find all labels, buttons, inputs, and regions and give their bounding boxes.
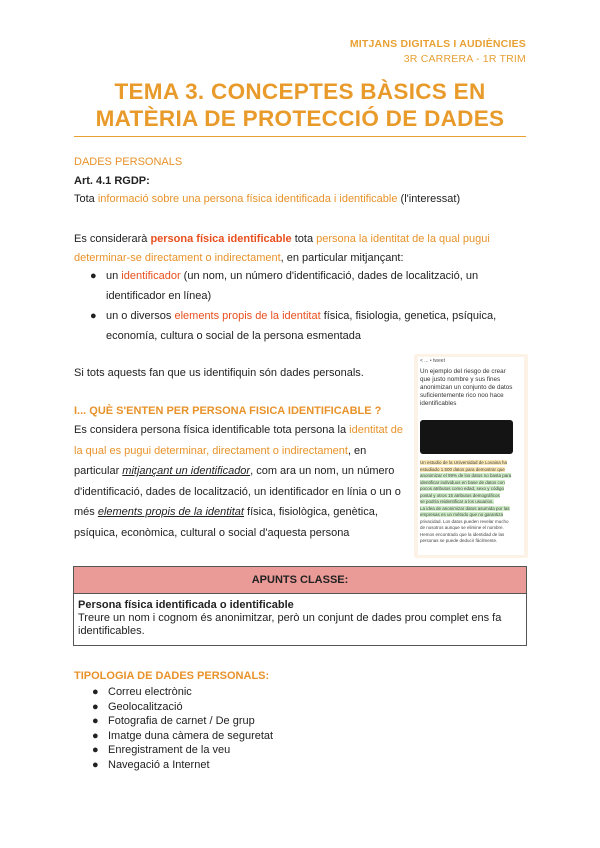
title-divider: [74, 136, 526, 137]
tweet-hl-line: identificar individuos en base de datos con: [420, 479, 505, 485]
section-heading-que-sentén: I... QUÈ S'ENTEN PER PERSONA FISICA IDENTIFICABLE ?: [74, 405, 382, 417]
tweet-black-image: [420, 420, 513, 454]
bullet-elements-propis: [90, 306, 526, 346]
apunts-text-line-1: Treure un nom i cognom és anonimitzar, però un conjunt de dades prou complet ens fa: [78, 612, 502, 624]
bullet-dot: ●: [90, 270, 97, 282]
bullet-2-line2: economía, cultura o social de la persona esmentada: [106, 330, 361, 342]
para2-pre: Es considerarà: [74, 233, 151, 245]
s2-l5-underline: elements propis de la identitat: [97, 506, 244, 518]
s2-l3-underline: mitjançant un identificador: [122, 465, 251, 477]
tweet-hl-line: pocos atributos como edad, sexo y código: [420, 486, 505, 491]
para2-highlight-2: determinar-se directament o indirectament: [74, 252, 281, 264]
para2-bold-highlight: persona física identificable: [150, 233, 292, 245]
summary-line: Si tots aquests fan que us identifiquin són dades personals.: [74, 367, 364, 379]
tweet-hl-line: estudiado 1.500 datos para demostrar que: [420, 466, 505, 472]
bullet-1-pre: un: [106, 270, 122, 282]
persona-identificable-para: [74, 232, 526, 266]
s2-l6: psíquica, econòmica, cultural o social d'aquesta persona: [74, 526, 350, 539]
tweet-header: < ... • tweet: [420, 358, 445, 364]
list-item: ● Enregistrament de la veu: [92, 744, 231, 757]
tweet-hl-line: La idea de anonimizar datos asumida por las: [420, 505, 510, 511]
tweet-hl-line: postal y otros 15 atributos demográficos: [420, 492, 500, 498]
tweet-text: Un ejemplo del riesgo de crear que justo nombre y sus fines anonimizan un conjunto de datos suficientemente rico noo hace identificables: [420, 368, 513, 407]
definition-pre: Tota: [74, 193, 98, 205]
tweet-hl-line: empresas es un método que no garantiza: [420, 512, 504, 517]
tweet-hl-line: Hemos encontrado que la identidad de las: [420, 531, 505, 537]
title-line-1: TEMA 3. CONCEPTES BÀSICS EN: [114, 79, 486, 104]
s2-l3-pre: particular: [74, 465, 123, 477]
list-item: ● Imatge duna càmera de seguretat: [92, 729, 274, 742]
bullet-1-highlight: identificador: [121, 270, 181, 282]
bullet-dot: ●: [90, 310, 97, 322]
apunts-text-line-2: identificables.: [78, 625, 145, 637]
apunts-classe-header: APUNTS CLASSE:: [74, 567, 526, 594]
tweet-hl-line: personas se puede deducir fácilmente.: [420, 538, 498, 543]
bullet-1-post: (un nom, un número d'identificació, dades de localització, un: [180, 270, 479, 282]
tweet-hl-line: anonimizar el 99% de los datos no basta para: [420, 473, 512, 478]
bullet-2-highlight: elements propis de la identitat: [174, 310, 321, 322]
para2-mid: tota: [291, 233, 317, 245]
apunts-classe-box: [73, 566, 527, 646]
s2-l4: d'identificació, dades de localització, un identificador en línia o un o: [74, 485, 401, 498]
bullet-identificador: [90, 266, 526, 306]
para2-highlight-1: persona la identitat de la qual pugui: [316, 233, 490, 245]
tweet-screenshot-image: [414, 354, 528, 558]
apunts-bold-title: Persona física identificada o identificable: [78, 599, 294, 611]
s2-l2-highlight: la qual es pugui determinar, directament o indirectament: [74, 444, 348, 457]
bullet-1-line2: identificador en línea): [106, 290, 212, 302]
s2-l3-post: , com ara un nom, un número: [250, 465, 395, 477]
section-heading-dades-personals: DADES PERSONALS: [74, 156, 183, 168]
title-line-2: MATÈRIA DE PROTECCIÓ DE DADES: [95, 106, 505, 131]
identificable-definition-para: [74, 420, 404, 543]
tweet-hl-line: de nosotros aunque se elimine el nombre.: [420, 525, 504, 530]
list-item: ● Fotografia de carnet / De grup: [92, 715, 255, 728]
tweet-hl-line: privacidad. Los datos pueden revelar mucho: [420, 518, 509, 524]
s2-l2-post: , en: [347, 444, 367, 457]
definition-line: [74, 192, 460, 207]
apunts-classe-body: [74, 594, 526, 643]
s2-l1-pre: Es considera persona física identificable tota persona la: [74, 424, 350, 436]
tweet-highlighted-article: [420, 460, 514, 544]
s2-l5-post: física, fisiològica, genètica,: [244, 506, 378, 518]
list-item: ● Correu electrònic: [92, 686, 192, 698]
section-heading-tipologia: TIPOLOGIA DE DADES PERSONALS:: [74, 670, 270, 682]
s2-l5-pre: més: [74, 506, 98, 518]
para2-post: , en particular mitjançant:: [280, 252, 404, 264]
tweet-hl-line: se podría reidentificar a los usuarios.: [420, 499, 494, 504]
page-title: [0, 78, 600, 132]
article-label: Art. 4.1 RGDP:: [74, 175, 150, 187]
s2-l1-highlight: identitat de: [349, 424, 403, 436]
bullet-2-post: física, fisiologia, genetica, psíquica,: [320, 310, 497, 322]
list-item: ● Navegació a Internet: [92, 758, 210, 771]
list-item: ● Geolocalització: [92, 700, 183, 713]
definition-post: (l'interessat): [397, 193, 461, 205]
bullet-2-pre: un o diversos: [106, 310, 175, 322]
subject-header: MITJANS DIGITALS I AUDIÈNCIES: [349, 38, 526, 50]
tipologia-list: [92, 685, 273, 773]
course-header: 3R CARRERA - 1R TRIM: [403, 53, 526, 65]
tweet-hl-line: Un estudio de la Universidad de Lovaina ha: [420, 460, 508, 465]
definition-highlight: informació sobre una persona física identificada i identificable: [97, 193, 398, 205]
